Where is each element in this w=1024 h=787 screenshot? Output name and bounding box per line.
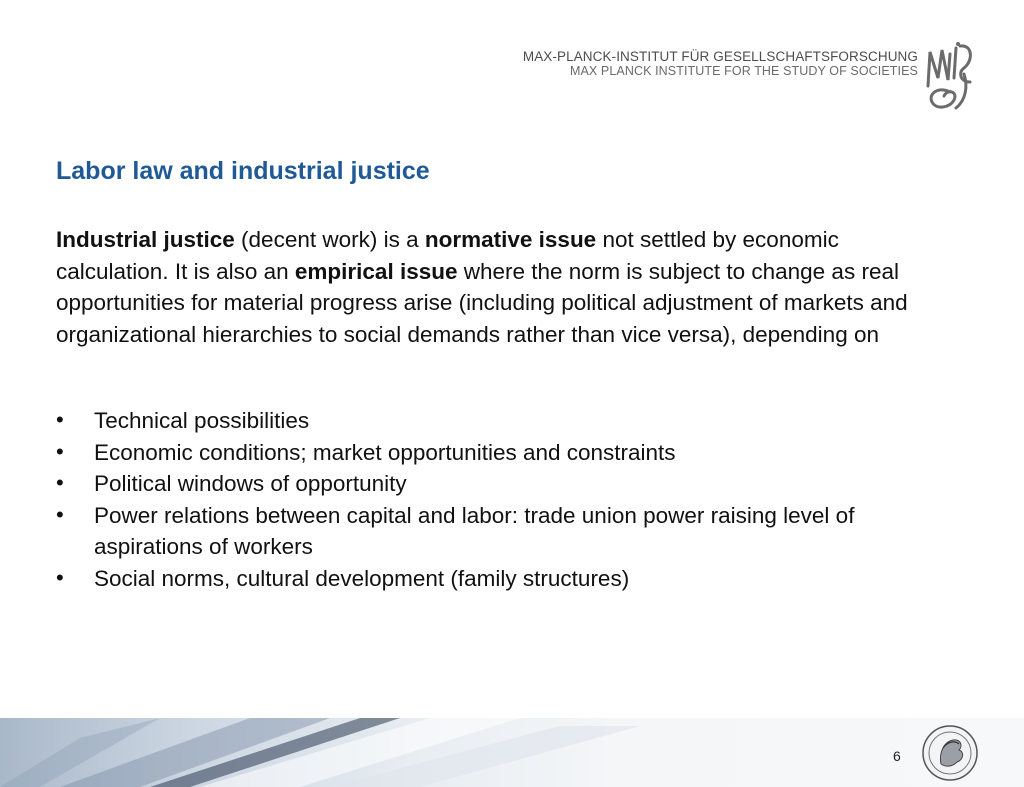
list-item bbox=[56, 500, 956, 563]
intro-text-2: not settled by economic calculation. It is also an bbox=[56, 227, 839, 284]
intro-text-1: (decent work) is a bbox=[234, 227, 425, 252]
minerva-seal-icon bbox=[921, 724, 979, 782]
intro-text-3: where the norm is subject to change as real opportunities for material progress arise (including political adjustment of markets and organizational hierarchies to social demands rather than vice versa), depending on bbox=[56, 258, 908, 347]
bullet-icon: • bbox=[56, 438, 64, 464]
footer-decoration bbox=[0, 718, 1024, 787]
institute-name-german: MAX-PLANCK-INSTITUT FÜR GESELLSCHAFTSFORSCHUNG bbox=[522, 49, 918, 64]
list-item bbox=[56, 468, 956, 500]
institute-name-english: MAX PLANCK INSTITUTE FOR THE STUDY OF SOCIETIES bbox=[569, 64, 918, 78]
list-item-text: Political windows of opportunity bbox=[94, 471, 407, 496]
list-item bbox=[56, 563, 956, 595]
term-empirical-issue: empirical issue bbox=[294, 258, 458, 284]
page-number: 6 bbox=[893, 748, 901, 764]
footer-band bbox=[0, 718, 1024, 787]
bullet-icon: • bbox=[56, 564, 64, 590]
term-industrial-justice: Industrial justice bbox=[56, 227, 235, 252]
bullet-icon: • bbox=[56, 470, 64, 495]
list-item bbox=[56, 405, 956, 437]
intro-paragraph bbox=[56, 224, 956, 350]
list-item-text: Power relations between capital and labor: trade union power raising level of aspirations of workers bbox=[94, 502, 855, 559]
bullet-icon: • bbox=[56, 501, 64, 527]
institute-header bbox=[523, 49, 918, 79]
mpifg-logo-icon bbox=[920, 38, 982, 113]
factor-list bbox=[56, 405, 956, 594]
list-item-text: Economic conditions; market opportunities and constraints bbox=[94, 439, 676, 465]
list-item-text: Technical possibilities bbox=[94, 408, 310, 433]
term-normative-issue: normative issue bbox=[424, 227, 597, 252]
list-item bbox=[56, 437, 956, 469]
bullet-icon: • bbox=[56, 407, 64, 432]
list-item-text: Social norms, cultural development (family structures) bbox=[94, 565, 630, 591]
slide-title: Labor law and industrial justice bbox=[56, 157, 430, 185]
